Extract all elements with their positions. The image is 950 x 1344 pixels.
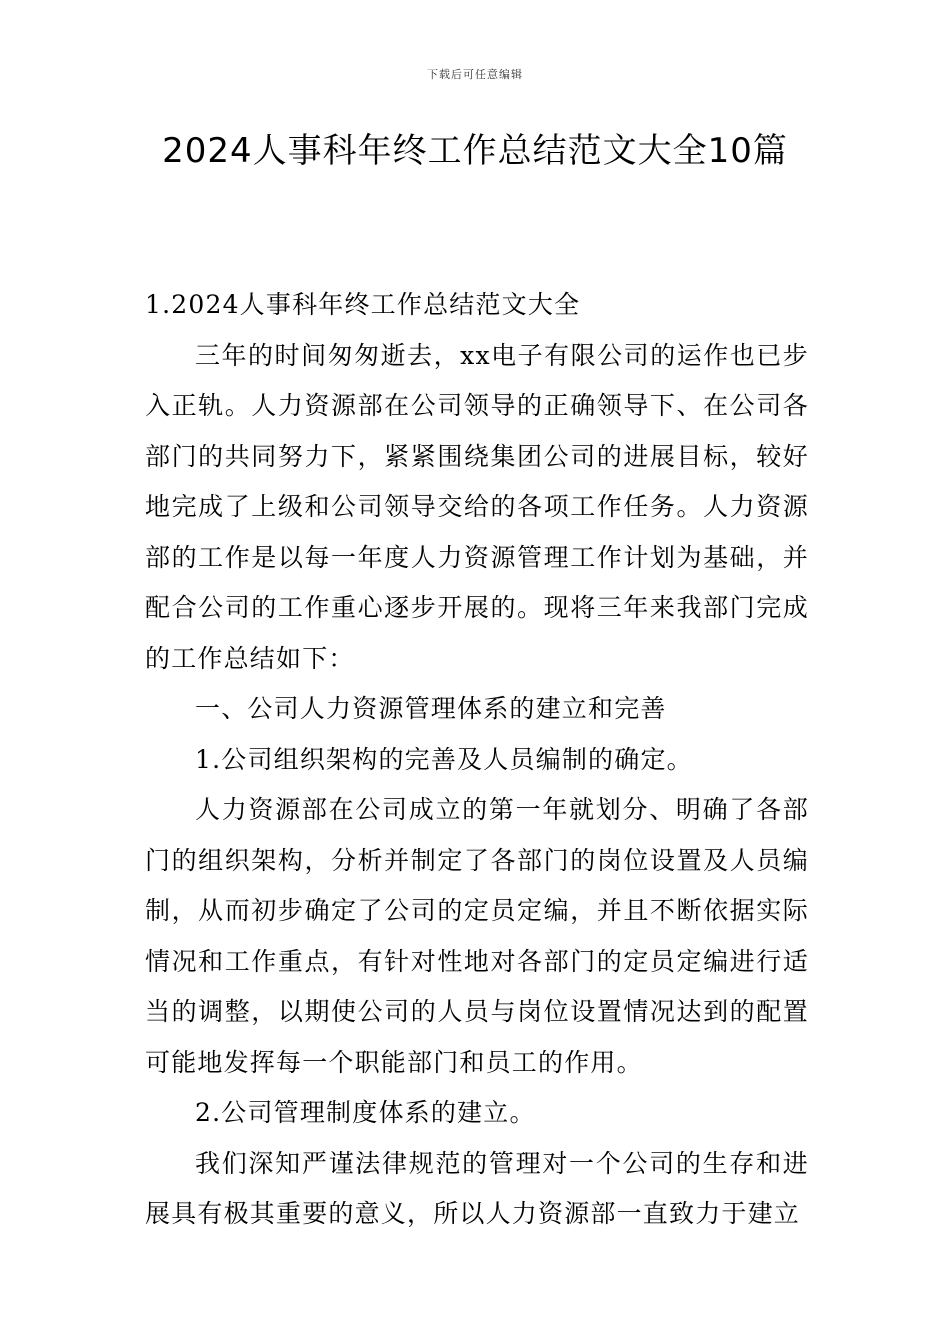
paragraph-management-system: 我们深知严谨法律规范的管理对一个公司的生存和进展具有极其重要的意义，所以人力资源部一直致力于建立 [145,1148,809,1228]
section-heading: 1.2024人事科年终工作总结范文大全 [145,290,581,319]
paragraph-org-structure: 人力资源部在公司成立的第一年就划分、明确了各部门的组织架构，分析并制定了各部门的岗位设置及人员编制，从而初步确定了公司的定员定编，并且不断依据实际情况和工作重点，有针对性地对各部门的定员定编进行适当的调整，以期使公司的人员与岗位设置情况达到的配置可能地发挥每一个职能部门和员工的作用。 [145,795,809,1077]
document-title: 2024人事科年终工作总结范文大全10篇 [162,131,788,171]
subheading-hr-system: 一、公司人力资源管理体系的建立和完善 [195,694,667,723]
header-note: 下载后可任意编辑 [427,68,523,81]
subheading-org-structure: 1.公司组织架构的完善及人员编制的确定。 [195,744,693,774]
paragraph-intro: 三年的时间匆匆逝去，xx电子有限公司的运作也已步入正轨。人力资源部在公司领导的正确领导下、在公司各部门的共同努力下，紧紧围绕集团公司的进展目标，较好地完成了上级和公司领导交给的各项工作任务。人力资源部的工作是以每一年度人力资源管理工作计划为基础，并配合公司的工作重心逐步开展的。现将三年来我部门完成的工作总结如下： [145,340,809,673]
subheading-management-system: 2.公司管理制度体系的建立。 [195,1098,536,1127]
document-body [145,280,809,1240]
